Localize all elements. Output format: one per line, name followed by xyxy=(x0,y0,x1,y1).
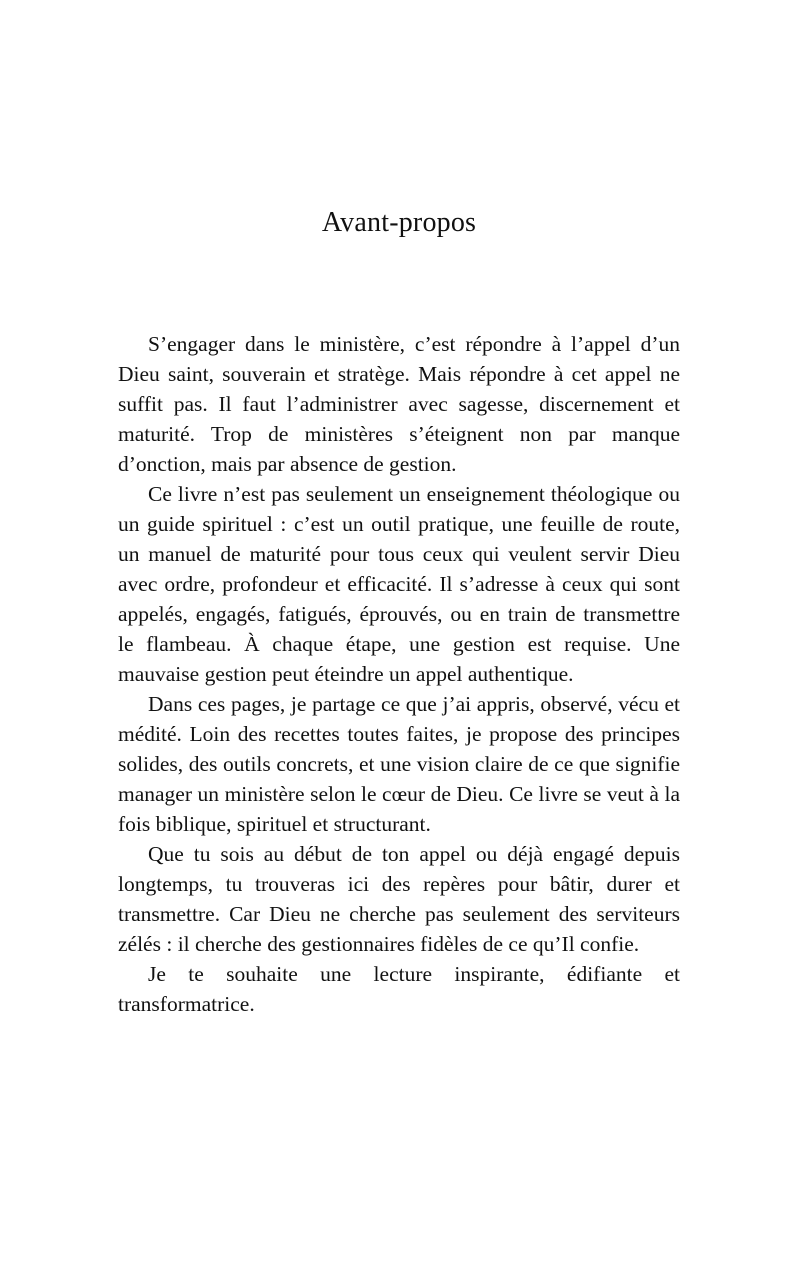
paragraph-1: S’engager dans le ministère, c’est répondre à l’appel d’un Dieu saint, souverain et stratège. Mais répondre à cet appel ne suffit pas. Il faut l’administrer avec sagesse, discernement et maturité. Trop de ministères s’éteignent non par manque d’onction, mais par absence de gestion. xyxy=(118,332,680,476)
chapter-title: Avant-propos xyxy=(321,207,477,238)
paragraph-5: Je te souhaite une lecture inspirante, édifiante et transformatrice. xyxy=(118,962,680,1016)
paragraph-4: Que tu sois au début de ton appel ou déjà engagé depuis longtemps, tu trouveras ici des repères pour bâtir, durer et transmettre. Car Dieu ne cherche pas seulement des serviteurs zélés : il cherche des gestionnaires fidèles de ce qu’Il confie. xyxy=(118,842,680,956)
paragraph-3: Dans ces pages, je partage ce que j’ai appris, observé, vécu et médité. Loin des recettes toutes faites, je propose des principes solides, des outils concrets, et une vision claire de ce que signifie manager un ministère selon le cœur de Dieu. Ce livre se veut à la fois biblique, spirituel et structurant. xyxy=(118,692,680,836)
paragraph-2: Ce livre n’est pas seulement un enseignement théologique ou un guide spirituel : c’est un outil pratique, une feuille de route, un manuel de maturité pour tous ceux qui veulent servir Dieu avec ordre, profondeur et efficacité. Il s’adresse à ceux qui sont appelés, engagés, fatigués, éprouvés, ou en train de transmettre le flambeau. À chaque étape, une gestion est requise. Une mauvaise gestion peut éteindre un appel authentique. xyxy=(118,482,680,686)
body-text xyxy=(118,329,680,1019)
